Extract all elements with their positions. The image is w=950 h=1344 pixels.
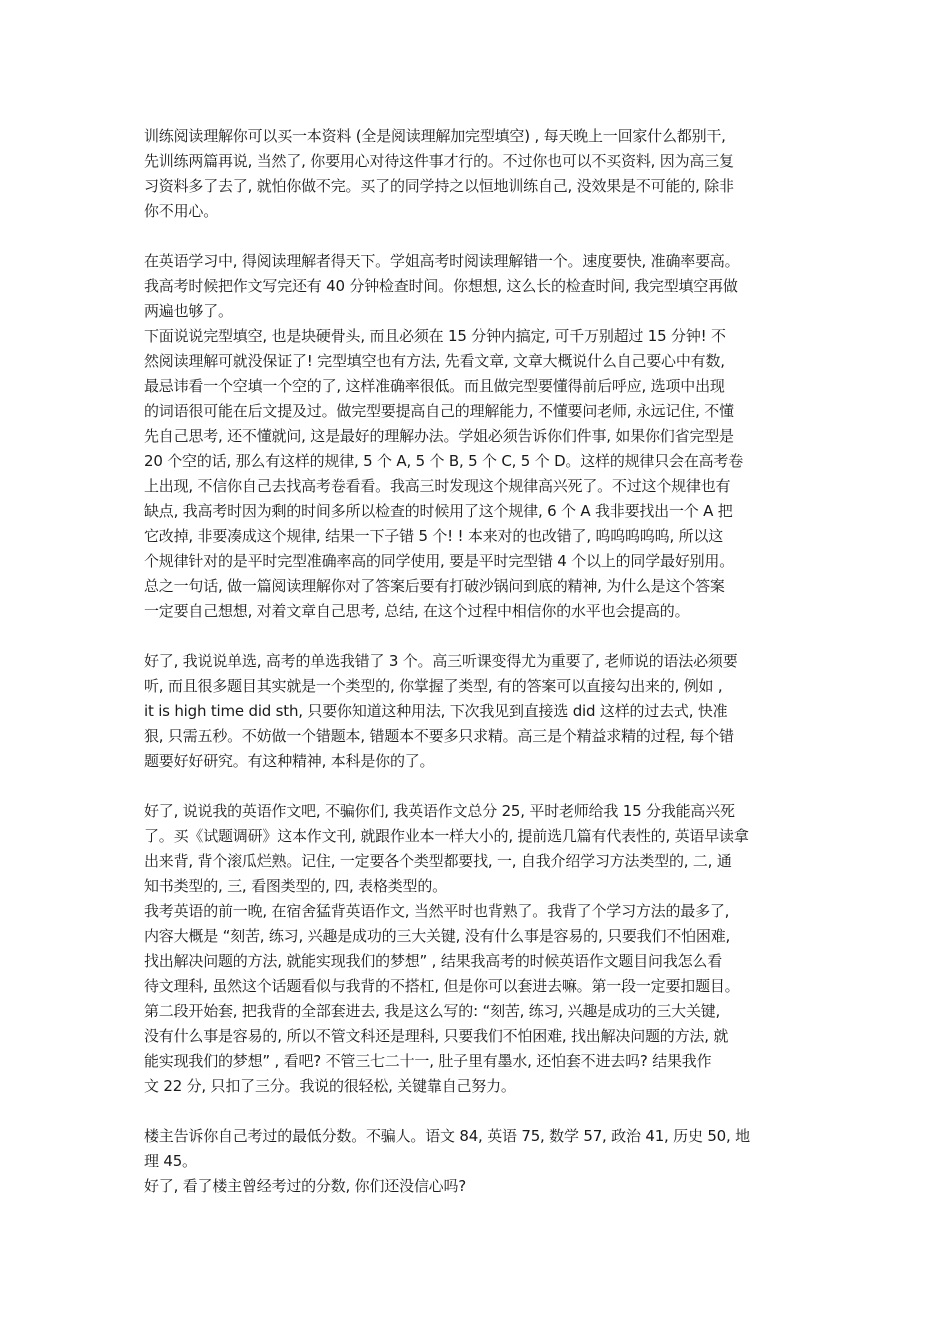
paragraph-gap <box>144 1099 816 1124</box>
text-line: 你不用心。 <box>144 202 219 220</box>
paragraph-essay-writing <box>144 799 816 1099</box>
text-line: 文 22 分, 只扣了三分。我说的很轻松, 关键靠自己努力。 <box>144 1077 516 1095</box>
text-line: 能实现我们的梦想” , 看吧? 不管三七二十一, 肚子里有墨水, 还怕套不进去吗? 结果我作 <box>144 1052 712 1070</box>
text-line: 在英语学习中, 得阅读理解者得天下。学姐高考时阅读理解错一个。速度要快, 准确率要高。 <box>144 252 740 270</box>
text-line: 的词语很可能在后文提及过。做完型要提高自己的理解能力, 不懂要问老师, 永远记住, 不懂 <box>144 402 734 420</box>
text-line: 它改掉, 非要凑成这个规律, 结果一下子错 5 个! ! 本来对的也改错了, 呜呜呜呜呜, 所以这 <box>144 527 723 545</box>
text-line: 习资料多了去了, 就怕你做不完。买了的同学持之以恒地训练自己, 没效果是不可能的, 除非 <box>144 177 734 195</box>
text-line: 好了, 看了楼主曾经考过的分数, 你们还没信心吗? <box>144 1177 467 1195</box>
paragraph-reading-and-cloze <box>144 249 816 624</box>
paragraph-gap <box>144 774 816 799</box>
text-line: 了。买《试题调研》这本作文刊, 就跟作业本一样大小的, 提前选几篇有代表性的, 英语早读拿 <box>144 827 749 845</box>
text-line: 我考英语的前一晚, 在宿舍猛背英语作文, 当然平时也背熟了。我背了个学习方法的最多了, <box>144 902 730 920</box>
text-line: 待文理科, 虽然这个话题看似与我背的不搭杠, 但是你可以套进去嘛。第一段一定要扣题目。 <box>144 977 740 995</box>
text-line: 知书类型的, 三, 看图类型的, 四, 表格类型的。 <box>144 877 447 895</box>
text-line: 缺点, 我高考时因为剩的时间多所以检查的时候用了这个规律, 6 个 A 我非要找出一个 A 把 <box>144 502 733 520</box>
text-line: 找出解决问题的方法, 就能实现我们的梦想” , 结果我高考的时候英语作文题目问我怎么看 <box>144 952 723 970</box>
text-line: 最忌讳看一个空填一个空的了, 这样准确率很低。而且做完型要懂得前后呼应, 选项中出现 <box>144 377 725 395</box>
text-line: 出来背, 背个滚瓜烂熟。记住, 一定要各个类型都要找, 一, 自我介绍学习方法类型的, 二, 通 <box>144 852 732 870</box>
text-line: 两遍也够了。 <box>144 302 233 320</box>
text-line: 一定要自己想想, 对着文章自己思考, 总结, 在这个过程中相信你的水平也会提高的。 <box>144 602 690 620</box>
text-line: 先训练两篇再说, 当然了, 你要用心对待这件事才行的。不过你也可以不买资料, 因为高三复 <box>144 152 734 170</box>
paragraph-lowest-scores <box>144 1124 816 1199</box>
text-line: 先自己思考, 还不懂就问, 这是最好的理解办法。学姐必须告诉你们件事, 如果你们省完型是 <box>144 427 734 445</box>
text-line: 楼主告诉你自己考过的最低分数。不骗人。语文 84, 英语 75, 数学 57, 政治 41, 历史 50, 地 <box>144 1127 750 1145</box>
text-line: 内容大概是 “刻苦, 练习, 兴趣是成功的三大关键, 没有什么事是容易的, 只要我们不怕困难, <box>144 927 731 945</box>
text-line: 20 个空的话, 那么有这样的规律, 5 个 A, 5 个 B, 5 个 C, 5 个 D。这样的规律只会在高考卷 <box>144 452 744 470</box>
text-line: 听, 而且很多题目其实就是一个类型的, 你掌握了类型, 有的答案可以直接勾出来的, 例如 , <box>144 677 723 695</box>
text-line: 我高考时候把作文写完还有 40 分钟检查时间。你想想, 这么长的检查时间, 我完型填空再做 <box>144 277 738 295</box>
paragraph-single-choice <box>144 649 816 774</box>
text-line: 狠, 只需五秒。不妨做一个错题本, 错题本不要多只求精。高三是个精益求精的过程, 每个错 <box>144 727 734 745</box>
paragraph-gap <box>144 224 816 249</box>
paragraph-reading-materials <box>144 124 816 224</box>
text-line: 好了, 说说我的英语作文吧, 不骗你们, 我英语作文总分 25, 平时老师给我 15 分我能高兴死 <box>144 802 735 820</box>
text-line: 然阅读理解可就没保证了! 完型填空也有方法, 先看文章, 文章大概说什么自己要心中有数, <box>144 352 725 370</box>
text-line: it is high time did sth, 只要你知道这种用法, 下次我见到直接选 did 这样的过去式, 快准 <box>144 702 728 720</box>
text-line: 没有什么事是容易的, 所以不管文科还是理科, 只要我们不怕困难, 找出解决问题的方法, 就 <box>144 1027 729 1045</box>
text-line: 个规律针对的是平时完型准确率高的同学使用, 要是平时完型错 4 个以上的同学最好别用。 <box>144 552 735 570</box>
text-line: 第二段开始套, 把我背的全部套进去, 我是这么写的: “刻苦, 练习, 兴趣是成功的三大关键, <box>144 1002 721 1020</box>
text-line: 题要好好研究。有这种精神, 本科是你的了。 <box>144 752 435 770</box>
text-line: 下面说说完型填空, 也是块硬骨头, 而且必须在 15 分钟内搞定, 可千万别超过 15 分钟! 不 <box>144 327 726 345</box>
paragraph-gap <box>144 624 816 649</box>
text-line: 上出现, 不信你自己去找高考卷看看。我高三时发现这个规律高兴死了。不过这个规律也有 <box>144 477 731 495</box>
document-page <box>144 124 816 1199</box>
text-line: 总之一句话, 做一篇阅读理解你对了答案后要有打破沙锅问到底的精神, 为什么是这个答案 <box>144 577 725 595</box>
text-line: 好了, 我说说单选, 高考的单选我错了 3 个。高三听课变得尤为重要了, 老师说的语法必须要 <box>144 652 738 670</box>
text-line: 理 45。 <box>144 1152 197 1170</box>
text-line: 训练阅读理解你可以买一本资料 (全是阅读理解加完型填空) , 每天晚上一回家什么都别干, <box>144 127 726 145</box>
